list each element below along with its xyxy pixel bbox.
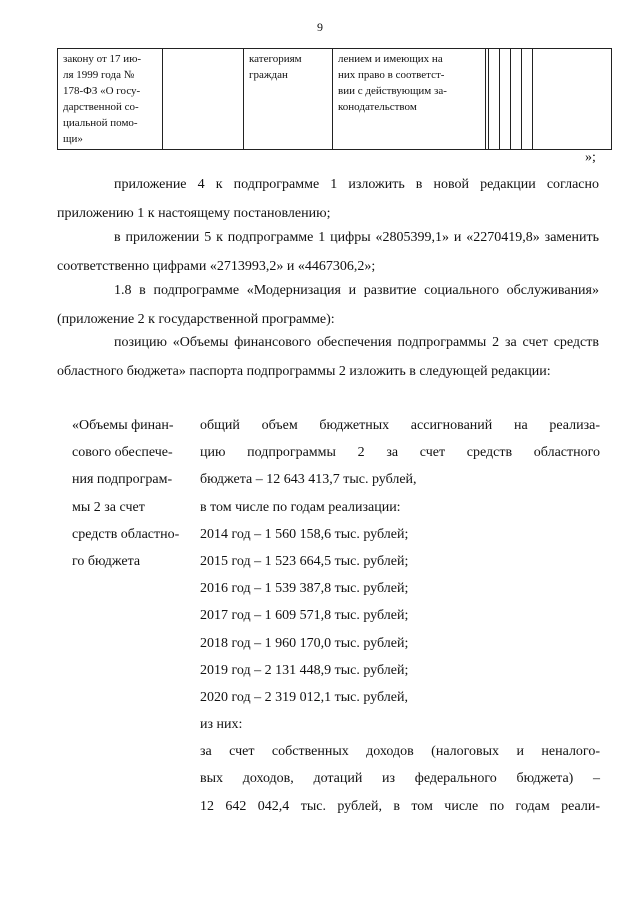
passport-value xyxy=(200,412,600,820)
paragraph-position: позицию «Объемы финансового обеспечения подпрограммы 2 за счет средств областного бюджета» паспорта подпрограммы 2 изложить в следующей редакции: xyxy=(57,335,599,379)
passport-value-line: бюджета – 12 643 413,7 тыс. рублей, xyxy=(200,472,417,488)
passport-label-line: мы 2 за счет xyxy=(72,499,145,515)
passport-value-line: в том числе по годам реализации: xyxy=(200,499,401,515)
paragraph-subprogram-2: 1.8 в подпрограмме «Модернизация и развитие социального обслуживания» (приложение 2 к государственной программе): xyxy=(57,283,599,327)
passport-value-line: 2018 год – 1 960 170,0 тыс. рублей; xyxy=(200,635,409,651)
passport-value-line: 2019 год – 2 131 448,9 тыс. рублей; xyxy=(200,662,409,678)
cell-line: щи» xyxy=(63,133,83,145)
cell-line: конодательством xyxy=(338,101,417,113)
passport-value-line: цию подпрограммы 2 за счет средств областного xyxy=(200,445,600,461)
passport-label-line: сового обеспече- xyxy=(72,445,173,461)
cell-line: граждан xyxy=(249,69,288,81)
paragraph-appendix-5: в приложении 5 к подпрограмме 1 цифры «2805399,1» и «2270419,8» заменить соответственно цифрами «2713993,2» и «4467306,2»; xyxy=(57,230,599,274)
passport-label-line: ния подпрограм- xyxy=(72,472,173,488)
passport-label-line: «Объемы финан- xyxy=(72,418,174,433)
table-cell-description xyxy=(333,49,486,150)
passport-value-line: 2015 год – 1 523 664,5 тыс. рублей; xyxy=(200,553,409,569)
table-cell-law-reference xyxy=(58,49,163,150)
table-cell-narrow xyxy=(511,49,522,150)
passport-label-line: средств областно- xyxy=(72,526,180,542)
cell-line: циальной помо- xyxy=(63,117,138,129)
passport-value-line: вых доходов, дотаций из федерального бюджета) – xyxy=(200,771,600,787)
passport-value-line: 2017 год – 1 609 571,8 тыс. рублей; xyxy=(200,608,409,624)
continuation-table xyxy=(57,48,612,150)
passport-value-line: 2016 год – 1 539 387,8 тыс. рублей; xyxy=(200,581,409,597)
passport-value-line: общий объем бюджетных ассигнований на реализа- xyxy=(200,418,600,433)
table-cell-category xyxy=(244,49,333,150)
table-cell-narrow xyxy=(522,49,533,150)
passport-label-line: го бюджета xyxy=(72,553,141,569)
table-row xyxy=(58,49,612,150)
cell-line: 178-ФЗ «О госу- xyxy=(63,85,141,97)
passport-value-line: за счет собственных доходов (налоговых и неналого- xyxy=(200,744,600,760)
closing-quote: »; xyxy=(585,150,596,165)
passport-label xyxy=(72,412,194,575)
page-number: 9 xyxy=(317,20,323,34)
cell-line: закону от 17 ию- xyxy=(63,53,142,65)
passport-value-line: 2014 год – 1 560 158,6 тыс. рублей; xyxy=(200,526,409,542)
cell-line: ля 1999 года № xyxy=(63,69,135,81)
cell-line: них право в соответст- xyxy=(338,69,445,81)
passport-value-line: 2020 год – 2 319 012,1 тыс. рублей, xyxy=(200,689,408,705)
passport-value-line: 12 642 042,4 тыс. рублей, в том числе по годам реали- xyxy=(200,798,600,814)
paragraph-appendix-4: приложение 4 к подпрограмме 1 изложить в новой редакции согласно приложению 1 к настоящему постановлению; xyxy=(57,177,599,221)
cell-line: лением и имеющих на xyxy=(338,53,443,65)
passport-value-line: из них: xyxy=(200,717,243,733)
cell-line: категориям xyxy=(249,53,302,65)
table-cell-empty xyxy=(163,49,244,150)
table-cell-wide-empty xyxy=(533,49,612,150)
table-cell-narrow xyxy=(500,49,511,150)
cell-line: дарственной со- xyxy=(63,101,139,113)
table-cell-narrow xyxy=(489,49,500,150)
cell-line: вии с действующим за- xyxy=(338,85,447,97)
